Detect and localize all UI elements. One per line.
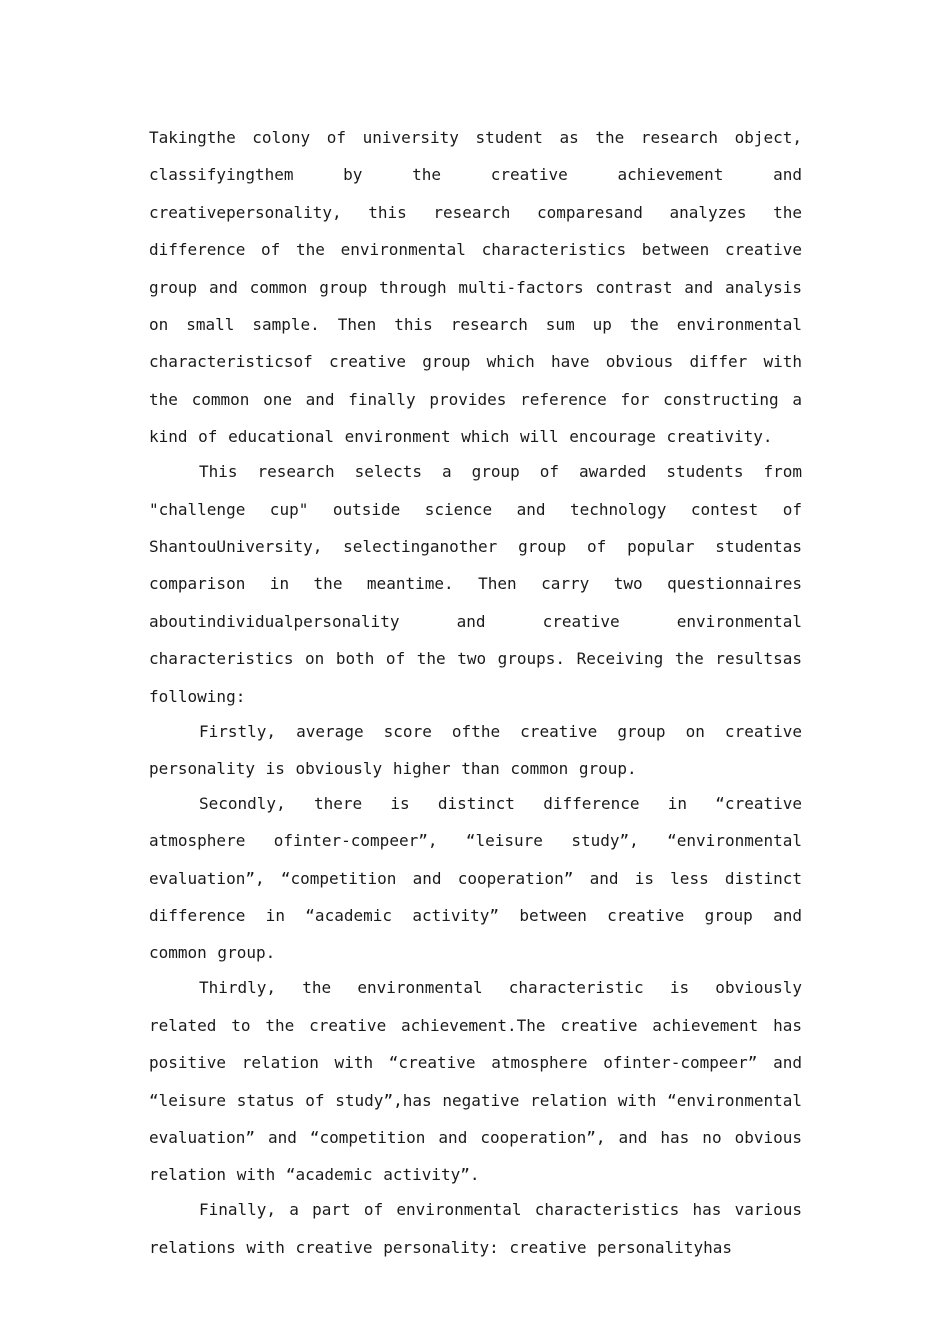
paragraph-result-first: Firstly, average score ofthe creative group on creative personality is obviously higher than common group. bbox=[149, 721, 802, 778]
abstract-body bbox=[149, 119, 802, 1266]
paragraph-result-third: Thirdly, the environmental characteristic is obviously related to the creative achievement.The creative achievement has positive relation with “creative atmosphere ofinter-compeer” and “leisure status of study”,has negative relation with “environmental evaluation” and “competition and cooperation”, and has no obvious relation with “academic activity”. bbox=[149, 978, 802, 1185]
paragraph-intro: Takingthe colony of university student as the research object, classifyingthem by the creative achievement and creativepersonality, this research comparesand analyzes the difference of the environmental characteristics between creative group and common group through multi-factors contrast and analysis on small sample. Then this research sum up the environmental characteristicsof creative group which have obvious differ with the common one and finally provides reference for constructing a kind of educational environment which will encourage creativity. bbox=[149, 128, 802, 447]
paragraph-result-final: Finally, a part of environmental characteristics has various relations with creative personality: creative personalityhas bbox=[149, 1200, 802, 1257]
paragraph-result-second: Secondly, there is distinct difference in “creative atmosphere ofinter-compeer”, “leisure study”, “environmental evaluation”, “competition and cooperation” and is less distinct difference in “academic activity” between creative group and common group. bbox=[149, 793, 802, 963]
paragraph-method: This research selects a group of awarded students from "challenge cup" outside science and technology contest of ShantouUniversity, selectinganother group of popular studentas comparison in the meantime. Then carry two questionnaires aboutindividualpersonality and creative environmental characteristics on both of the two groups. Receiving the resultsas following: bbox=[149, 462, 802, 706]
